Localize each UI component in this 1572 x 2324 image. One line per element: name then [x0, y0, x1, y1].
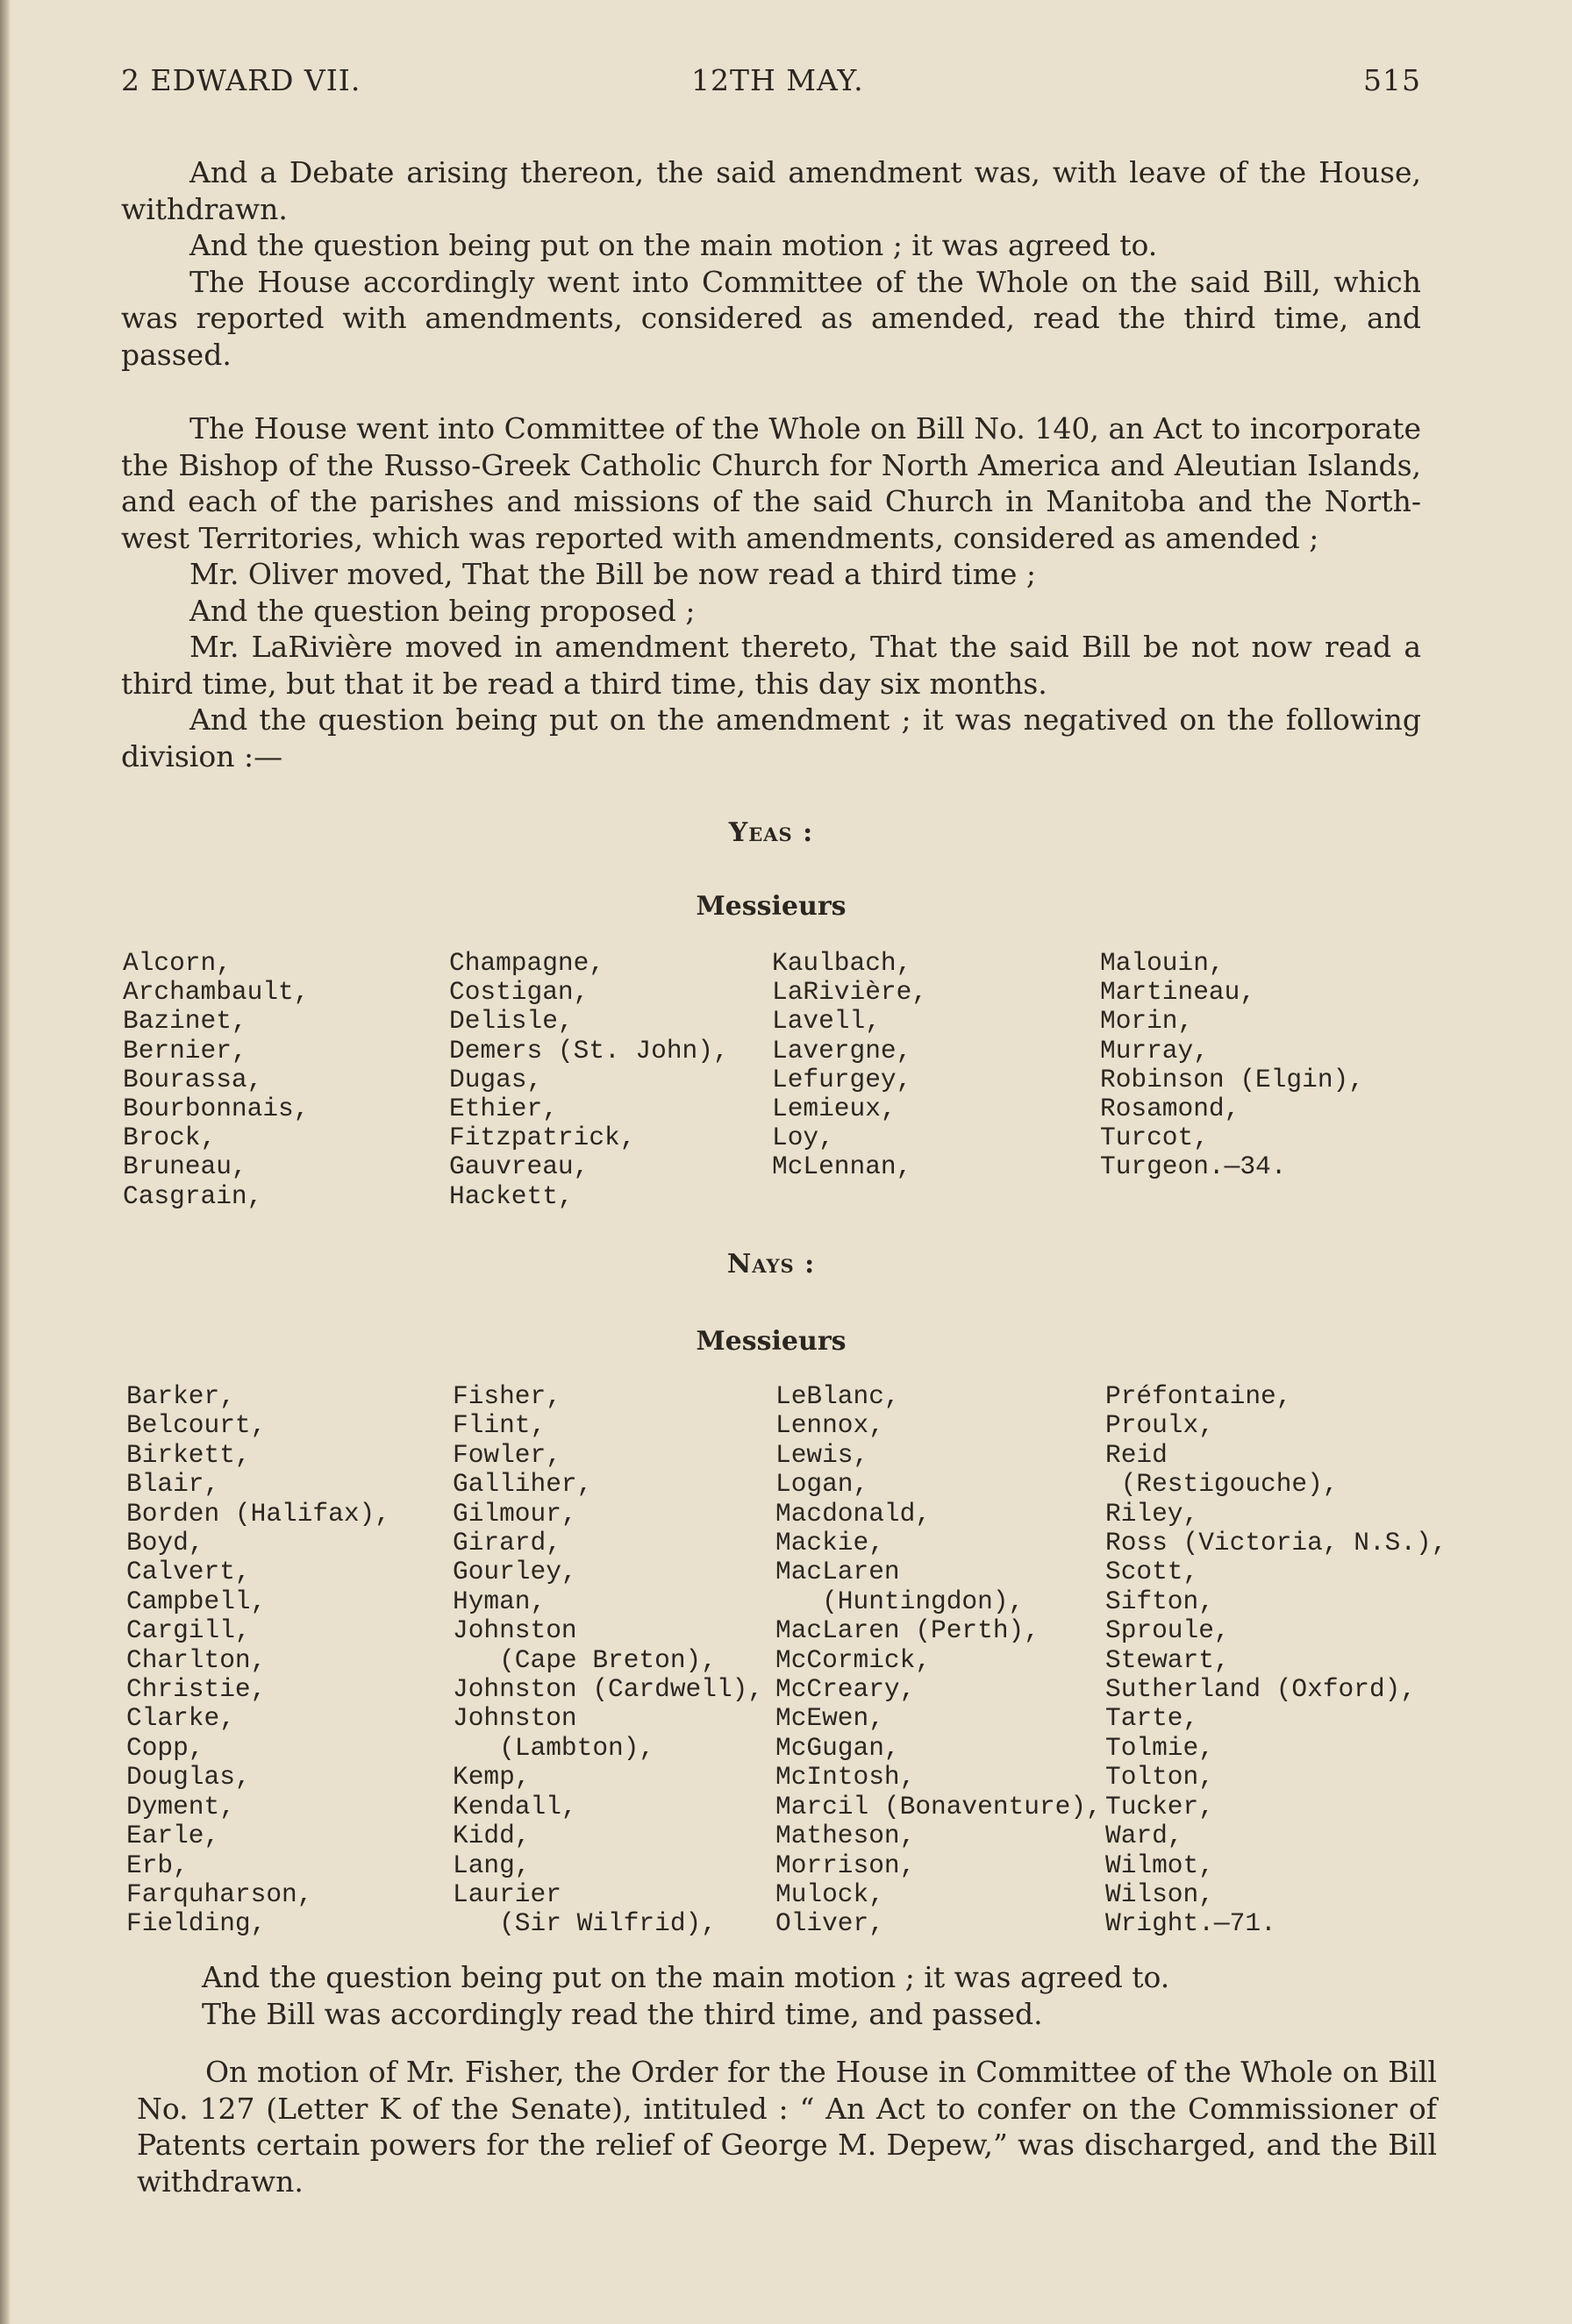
member-name: McCormick,	[775, 1644, 932, 1675]
member-name: Hackett,	[449, 1180, 574, 1211]
member-name: McGugan,	[775, 1732, 900, 1763]
member-name: Morrison,	[775, 1850, 916, 1880]
member-name: Tucker,	[1105, 1791, 1214, 1821]
paragraph: Mr. Oliver moved, That the Bill be now read a third time ;	[189, 557, 1037, 591]
member-name: Ross (Victoria, N.S.),	[1105, 1528, 1447, 1558]
member-name: Rosamond,	[1100, 1094, 1240, 1124]
member-name: Sproule,	[1105, 1615, 1230, 1646]
member-name: Lemieux,	[772, 1094, 897, 1124]
member-name: Christie,	[126, 1674, 267, 1705]
nays-column-4	[1105, 1382, 1447, 1939]
member-name: LeBlanc,	[775, 1381, 900, 1411]
paragraph: On motion of Mr. Fisher, the Order for the House in Committee of the Whole on Bill No. 127 (Letter K of the Senate), intituled : “ An Act to confer on the Commissioner of Patents certain powers for the relief of George M. Depew,” was discharged, and the Bill withdrawn.	[137, 2055, 1437, 2199]
member-name: Préfontaine,	[1105, 1381, 1292, 1411]
header-regnal-year: 2 EDWARD VII.	[121, 63, 361, 97]
member-name: Logan,	[775, 1469, 869, 1500]
member-name: Charlton,	[126, 1644, 267, 1675]
member-name: Boyd,	[126, 1528, 204, 1558]
paragraph: And the question being put on the amendment ; it was negatived on the following division :—	[121, 702, 1421, 773]
member-name: Kaulbach,	[772, 948, 912, 978]
member-name: MacLaren	[775, 1557, 900, 1587]
member-name: Tolton,	[1105, 1762, 1214, 1793]
member-name: Lennox,	[775, 1410, 884, 1441]
member-name: (Sir Wilfrid),	[453, 1908, 717, 1939]
member-name: Ward,	[1105, 1821, 1183, 1851]
member-name: Girard,	[453, 1528, 561, 1558]
member-name: McEwen,	[775, 1703, 884, 1734]
member-name: Kemp,	[453, 1762, 531, 1793]
member-name: Sutherland (Oxford),	[1105, 1674, 1417, 1705]
paragraph: The House accordingly went into Committee of the Whole on the said Bill, which was reported with amendments, considered as amended, read the third time, and passed.	[121, 264, 1421, 372]
member-name: McCreary,	[775, 1674, 916, 1705]
member-name: Copp,	[126, 1732, 204, 1763]
member-name: (Lambton),	[453, 1732, 655, 1763]
yeas-column-3	[772, 949, 927, 1182]
member-name: Malouin,	[1100, 948, 1225, 978]
member-name: Flint,	[453, 1410, 547, 1441]
member-name: Blair,	[126, 1469, 220, 1500]
member-name: Tolmie,	[1105, 1732, 1214, 1763]
member-name: (Huntingdon),	[775, 1586, 1025, 1616]
member-name: Lewis,	[775, 1439, 869, 1470]
member-name: Dyment,	[126, 1791, 235, 1821]
member-name: Turgeon.—34.	[1100, 1151, 1287, 1182]
member-name: Farquharson,	[126, 1878, 313, 1909]
member-name: Alcorn,	[123, 948, 232, 978]
member-name: Morin,	[1100, 1006, 1194, 1037]
paragraph: And the question being proposed ;	[189, 593, 696, 628]
member-name: Lefurgey,	[772, 1064, 912, 1094]
member-name: Bourbonnais,	[123, 1094, 310, 1124]
member-name: Marcil (Bonaventure),	[775, 1791, 1102, 1821]
nays-column-2	[453, 1382, 763, 1939]
member-name: Campbell,	[126, 1586, 267, 1616]
nays-subheading: Messieurs	[696, 1326, 847, 1357]
member-name: Sifton,	[1105, 1586, 1214, 1616]
member-name: Proulx,	[1105, 1410, 1214, 1441]
bill-127-paragraph	[137, 2054, 1437, 2199]
header-date: 12TH MAY.	[691, 63, 864, 97]
nays-heading: Nays :	[726, 1249, 816, 1280]
member-name: Wilson,	[1105, 1878, 1214, 1909]
paragraph: The Bill was accordingly read the third time, and passed.	[202, 1996, 1043, 2031]
member-name: McLennan,	[772, 1151, 912, 1182]
member-name: Oliver,	[775, 1908, 884, 1939]
member-name: Gauvreau,	[449, 1151, 590, 1182]
member-name: Fisher,	[453, 1381, 561, 1411]
member-name: Turcot,	[1100, 1123, 1209, 1153]
member-name: Lang,	[453, 1850, 531, 1880]
closing-paragraphs	[202, 1959, 1421, 2032]
member-name: Bernier,	[123, 1035, 247, 1066]
member-name: Hyman,	[453, 1586, 547, 1616]
member-name: Costigan,	[449, 977, 590, 1008]
member-name: (Restigouche),	[1105, 1469, 1339, 1500]
member-name: Ethier,	[449, 1094, 558, 1124]
member-name: Reid	[1105, 1439, 1168, 1470]
yeas-column-2	[449, 949, 729, 1211]
nays-column-1	[126, 1382, 390, 1939]
member-name: Wilmot,	[1105, 1850, 1214, 1880]
bill-140-paragraphs	[121, 410, 1421, 774]
member-name: Birkett,	[126, 1439, 251, 1470]
member-name: (Cape Breton),	[453, 1644, 717, 1675]
yeas-subheading: Messieurs	[696, 891, 847, 922]
member-name: Fitzpatrick,	[449, 1123, 636, 1153]
member-name: Lavell,	[772, 1006, 881, 1037]
member-name: Johnston	[453, 1615, 577, 1646]
member-name: Stewart,	[1105, 1644, 1230, 1675]
member-name: Riley,	[1105, 1498, 1199, 1529]
member-name: Scott,	[1105, 1557, 1199, 1587]
yeas-heading: Yeas :	[728, 817, 814, 848]
member-name: Brock,	[123, 1123, 217, 1153]
member-name: Gilmour,	[453, 1498, 577, 1529]
member-name: Douglas,	[126, 1762, 251, 1793]
member-name: Archambault,	[123, 977, 310, 1008]
member-name: Mulock,	[775, 1878, 884, 1909]
member-name: Lavergne,	[772, 1035, 912, 1066]
member-name: Matheson,	[775, 1821, 916, 1851]
member-name: Martineau,	[1100, 977, 1256, 1008]
paragraph: And the question being put on the main motion ; it was agreed to.	[202, 1960, 1170, 1994]
member-name: Kidd,	[453, 1821, 531, 1851]
member-name: Erb,	[126, 1850, 189, 1880]
member-name: Bruneau,	[123, 1151, 247, 1182]
member-name: Calvert,	[126, 1557, 251, 1587]
member-name: Borden (Halifax),	[126, 1498, 390, 1529]
member-name: Johnston	[453, 1703, 577, 1734]
member-name: McIntosh,	[775, 1762, 916, 1793]
member-name: Tarte,	[1105, 1703, 1199, 1734]
paragraph: And the question being put on the main motion ; it was agreed to.	[189, 228, 1158, 262]
paragraph: And a Debate arising thereon, the said amendment was, with leave of the House, withdrawn.	[121, 155, 1421, 226]
member-name: Wright.—71.	[1105, 1908, 1276, 1939]
member-name: Mackie,	[775, 1528, 884, 1558]
paragraph: The House went into Committee of the Whole on Bill No. 140, an Act to incorporate the Bishop of the Russo-Greek Catholic Church for North America and Aleutian Islands, and each of the parishes and missions of the said Church in Manitoba and the North-west Territories, which was reported with amendments, considered as amended ;	[121, 411, 1421, 555]
member-name: Macdonald,	[775, 1498, 932, 1529]
member-name: Gourley,	[453, 1557, 577, 1587]
yeas-column-1	[123, 949, 309, 1211]
member-name: Galliher,	[453, 1469, 593, 1500]
member-name: Murray,	[1100, 1035, 1209, 1066]
member-name: Laurier	[453, 1878, 561, 1909]
member-name: Cargill,	[126, 1615, 251, 1646]
member-name: Earle,	[126, 1821, 220, 1851]
member-name: Fielding,	[126, 1908, 267, 1939]
nays-column-3	[775, 1382, 1102, 1939]
opening-paragraphs	[121, 154, 1421, 373]
member-name: Dugas,	[449, 1064, 543, 1094]
member-name: Johnston (Cardwell),	[453, 1674, 764, 1705]
member-name: Robinson (Elgin),	[1100, 1064, 1364, 1094]
member-name: Bourassa,	[123, 1064, 263, 1094]
member-name: MacLaren (Perth),	[775, 1615, 1040, 1646]
member-name: LaRivière,	[772, 977, 928, 1008]
member-name: Delisle,	[449, 1006, 574, 1037]
member-name: Loy,	[772, 1123, 834, 1153]
member-name: Belcourt,	[126, 1410, 267, 1441]
member-name: Bazinet,	[123, 1006, 247, 1037]
member-name: Kendall,	[453, 1791, 577, 1821]
yeas-column-4	[1100, 949, 1364, 1182]
paragraph: Mr. LaRivière moved in amendment thereto, That the said Bill be not now read a third time, but that it be read a third time, this day six months.	[121, 630, 1421, 701]
member-name: Clarke,	[126, 1703, 235, 1734]
running-header	[121, 63, 1421, 107]
member-name: Demers (St. John),	[449, 1035, 729, 1066]
page-spine-shadow	[0, 0, 11, 2324]
page-number: 515	[1363, 63, 1421, 97]
member-name: Fowler,	[453, 1439, 561, 1470]
member-name: Casgrain,	[123, 1180, 263, 1211]
member-name: Barker,	[126, 1381, 235, 1411]
member-name: Champagne,	[449, 948, 605, 978]
